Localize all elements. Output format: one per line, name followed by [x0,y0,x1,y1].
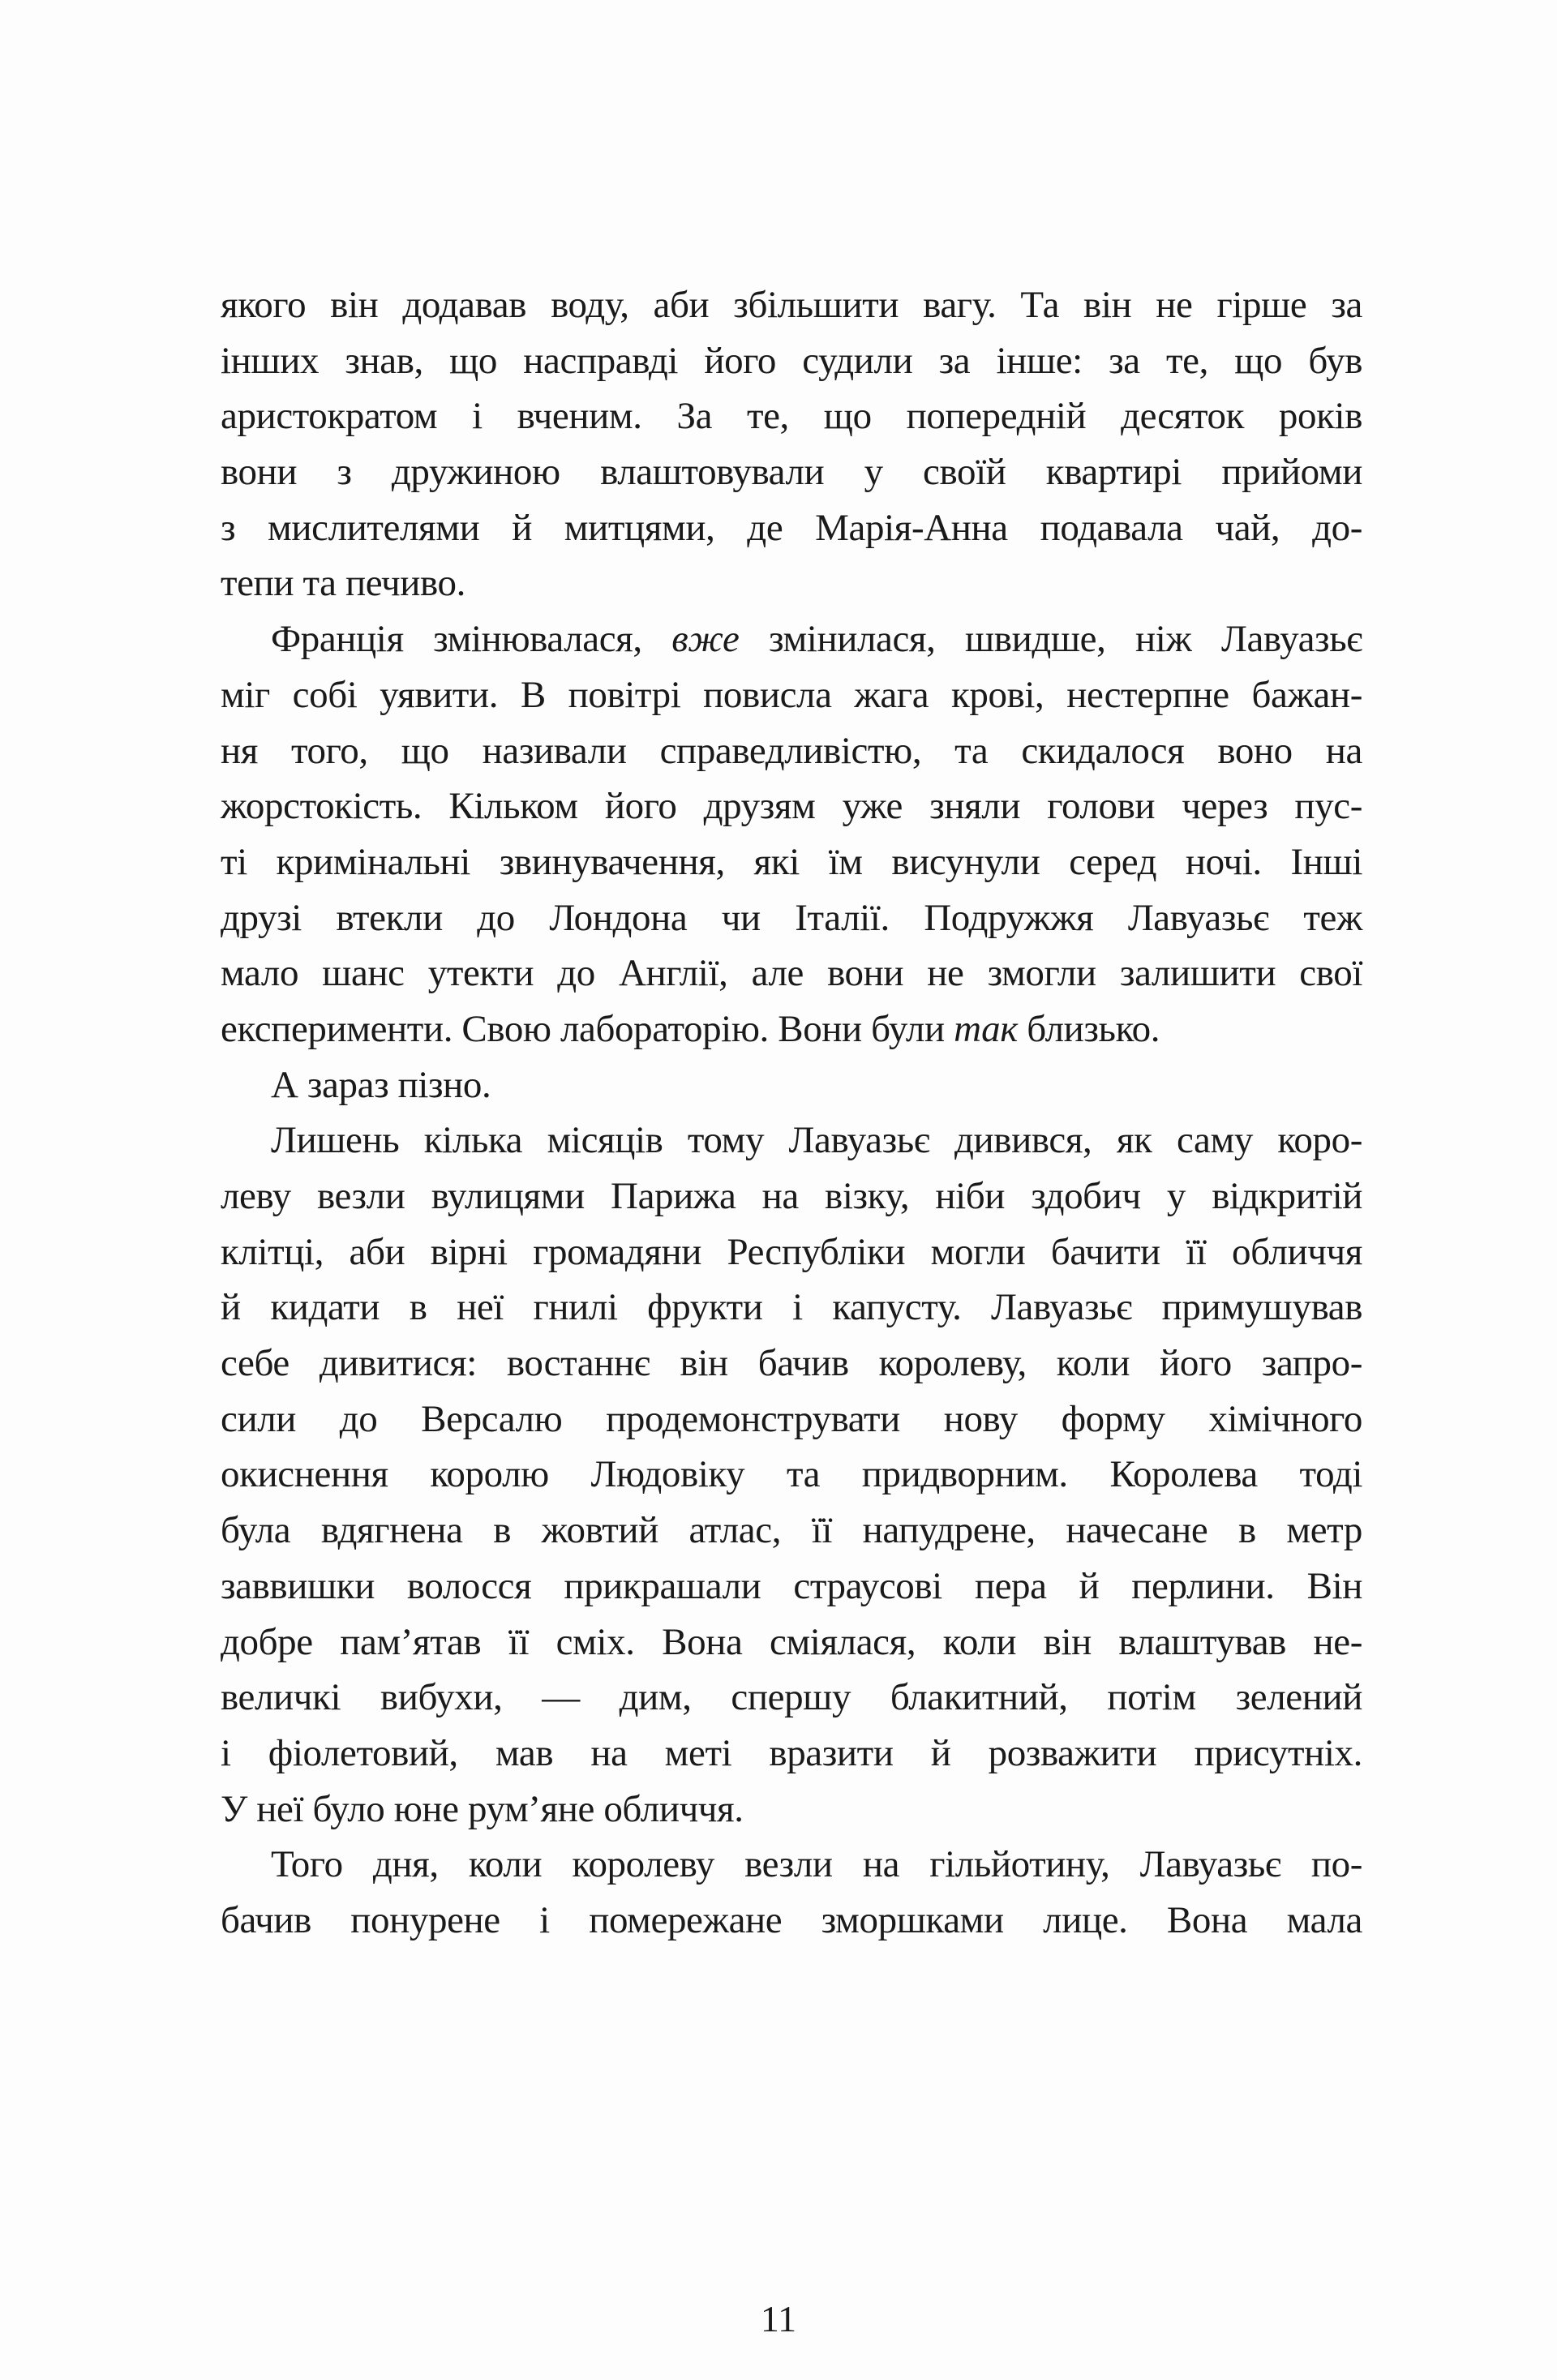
text-line: тепи та печиво. [221,562,465,605]
text-line: була вдягнена в жовтий атлас, її напудрене, начесане в метр [221,1509,1362,1552]
text-line: аристократом і вченим. За те, що попередній десяток років [221,395,1362,438]
paragraph [221,277,1362,611]
text-line: міг собі уявити. В повітрі повисла жага крові, нестерпне бажан- [221,673,1362,716]
text-line: У неї було юне рум’яне обличчя. [221,1787,744,1830]
text-line: жорстокість. Кільком його друзям уже зняли голови через пус- [221,785,1362,828]
text-line: Лишень кілька місяців тому Лавуазьє дивився, як саму коро- [271,1119,1362,1162]
body-text [221,277,1362,1949]
paragraph [221,1113,1362,1837]
text-line: друзі втекли до Лондона чи Італії. Подружжя Лавуазьє теж [221,896,1362,939]
emphasis: так [954,1007,1018,1050]
text-line: себе дивитися: востаннє він бачив королеву, коли його запро- [221,1342,1362,1385]
emphasis: вже [671,618,740,661]
text-line: бачив понурене і помережане зморшками лице. Вона мала [221,1898,1362,1941]
text-line: леву везли вулицями Парижа на візку, ніби здобич у відкритій [221,1175,1362,1217]
text-line: інших знав, що насправді його судили за інше: за те, що був [221,339,1362,382]
text-line: Того дня, коли королеву везли на гільйотину, Лавуазьє по- [271,1843,1362,1886]
text-line: ня того, що називали справедливістю, та скидалося воно на [221,729,1362,772]
text-line: експерименти. Свою лабораторію. Вони були так близько. [221,1007,1160,1050]
text-line: заввишки волосся прикрашали страусові пера й перлини. Він [221,1564,1362,1607]
text-line: клітці, аби вірні громадяни Республіки могли бачити її обличчя [221,1230,1362,1273]
text-line: й кидати в неї гнилі фрукти і капусту. Лавуазьє примушував [221,1286,1362,1329]
paragraph [221,1837,1362,1948]
page-number: 11 [760,2298,797,2339]
text-line: Франція змінювалася, вже змінилася, швидше, ніж Лавуазьє [271,618,1363,661]
text-line: окиснення королю Людовіку та придворним. Королева тоді [221,1453,1362,1496]
text-line: мало шанс утекти до Англії, але вони не змогли залишити свої [221,952,1362,995]
text-line: А зараз пізно. [271,1063,491,1106]
text-line: добре пам’ятав її сміх. Вона сміялася, коли він влаштував не- [221,1620,1362,1663]
text-line: величкі вибухи, — дим, спершу блакитний, потім зелений [221,1676,1362,1719]
text-line: ті кримінальні звинувачення, які їм висунули серед ночі. Інші [221,840,1362,883]
paragraph [221,611,1362,1057]
text-line: сили до Версалю продемонструвати нову форму хімічного [221,1397,1362,1440]
text-line: з мислителями й митцями, де Марія-Анна подавала чай, до- [221,506,1362,549]
text-line: вони з дружиною влаштовували у своїй квартирі прийоми [221,451,1362,494]
paragraph [221,1057,1362,1113]
text-line: якого він додавав воду, аби збільшити вагу. Та він не гірше за [221,284,1362,326]
text-line: і фіолетовий, мав на меті вразити й розважити присутніх. [221,1731,1362,1774]
